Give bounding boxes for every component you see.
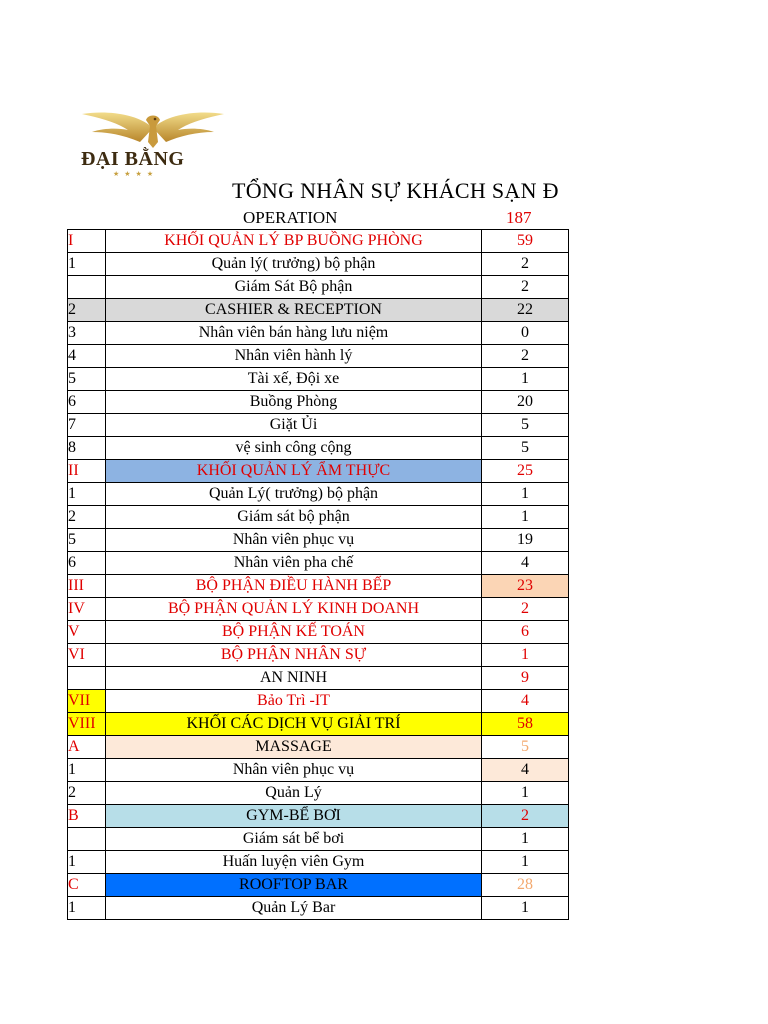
row-count: 28 bbox=[482, 874, 569, 897]
table-row bbox=[68, 552, 569, 575]
row-number: VII bbox=[68, 690, 106, 713]
row-number bbox=[68, 667, 106, 690]
row-name: Huấn luyện viên Gym bbox=[106, 851, 482, 874]
table-row bbox=[68, 529, 569, 552]
row-number: VI bbox=[68, 644, 106, 667]
row-name: Quản Lý( trưởng) bộ phận bbox=[106, 483, 482, 506]
row-count: 1 bbox=[482, 368, 569, 391]
table-row bbox=[68, 874, 569, 897]
row-count: 2 bbox=[482, 253, 569, 276]
row-number: 1 bbox=[68, 759, 106, 782]
row-number: 7 bbox=[68, 414, 106, 437]
row-name: Buồng Phòng bbox=[106, 391, 482, 414]
table-row bbox=[68, 897, 569, 920]
row-number: C bbox=[68, 874, 106, 897]
row-name: GYM-BỂ BƠI bbox=[106, 805, 482, 828]
table-row bbox=[68, 253, 569, 276]
row-count: 25 bbox=[482, 460, 569, 483]
row-number: 1 bbox=[68, 253, 106, 276]
table-row bbox=[68, 690, 569, 713]
row-count: 5 bbox=[482, 736, 569, 759]
row-count: 1 bbox=[482, 828, 569, 851]
row-number: 2 bbox=[68, 782, 106, 805]
row-number: 1 bbox=[68, 897, 106, 920]
row-count: 4 bbox=[482, 759, 569, 782]
row-count: 58 bbox=[482, 713, 569, 736]
row-name: MASSAGE bbox=[106, 736, 482, 759]
row-name: vệ sinh công cộng bbox=[106, 437, 482, 460]
row-name: Nhân viên phục vụ bbox=[106, 759, 482, 782]
row-number: 3 bbox=[68, 322, 106, 345]
row-name: Bảo Trì -IT bbox=[106, 690, 482, 713]
row-number: 5 bbox=[68, 368, 106, 391]
logo-stars-icon: ★★★★ bbox=[113, 170, 159, 178]
row-name: BỘ PHẬN NHÂN SỰ bbox=[106, 644, 482, 667]
table-row bbox=[68, 460, 569, 483]
table-row bbox=[68, 414, 569, 437]
row-name: Giặt Ủi bbox=[106, 414, 482, 437]
table-row bbox=[68, 736, 569, 759]
row-number: 1 bbox=[68, 851, 106, 874]
table-row bbox=[68, 828, 569, 851]
row-name: KHỐI QUẢN LÝ ẨM THỰC bbox=[106, 460, 482, 483]
table-row bbox=[68, 621, 569, 644]
table-row bbox=[68, 483, 569, 506]
row-number: B bbox=[68, 805, 106, 828]
table-row bbox=[68, 322, 569, 345]
table-row bbox=[68, 805, 569, 828]
table-row bbox=[68, 230, 569, 253]
table-row bbox=[68, 713, 569, 736]
row-number: 2 bbox=[68, 506, 106, 529]
staff-table bbox=[67, 229, 569, 920]
row-name: CASHIER & RECEPTION bbox=[106, 299, 482, 322]
row-count: 1 bbox=[482, 644, 569, 667]
row-number: I bbox=[68, 230, 106, 253]
row-name: ROOFTOP BAR bbox=[106, 874, 482, 897]
row-number: 2 bbox=[68, 299, 106, 322]
eagle-logo-icon bbox=[78, 106, 228, 150]
row-count: 19 bbox=[482, 529, 569, 552]
row-count: 6 bbox=[482, 621, 569, 644]
row-count: 20 bbox=[482, 391, 569, 414]
row-name: KHỐI QUẢN LÝ BP BUỒNG PHÒNG bbox=[106, 230, 482, 253]
row-name: AN NINH bbox=[106, 667, 482, 690]
table-row bbox=[68, 506, 569, 529]
row-count: 1 bbox=[482, 483, 569, 506]
table-row bbox=[68, 299, 569, 322]
row-name: Giám sát bể bơi bbox=[106, 828, 482, 851]
row-number: VIII bbox=[68, 713, 106, 736]
logo-brand-text: ĐẠI BẰNG bbox=[81, 148, 185, 170]
table-row bbox=[68, 575, 569, 598]
table-row bbox=[68, 759, 569, 782]
row-count: 2 bbox=[482, 345, 569, 368]
row-name: BỘ PHẬN QUẢN LÝ KINH DOANH bbox=[106, 598, 482, 621]
row-number: II bbox=[68, 460, 106, 483]
company-logo bbox=[78, 106, 228, 184]
row-count: 1 bbox=[482, 851, 569, 874]
row-number: IV bbox=[68, 598, 106, 621]
row-number: A bbox=[68, 736, 106, 759]
row-name: BỘ PHẬN KẾ TOÁN bbox=[106, 621, 482, 644]
row-count: 22 bbox=[482, 299, 569, 322]
row-name: Nhân viên bán hàng lưu niệm bbox=[106, 322, 482, 345]
row-count: 23 bbox=[482, 575, 569, 598]
table-row bbox=[68, 276, 569, 299]
row-number bbox=[68, 276, 106, 299]
row-count: 9 bbox=[482, 667, 569, 690]
row-number: III bbox=[68, 575, 106, 598]
row-number: 8 bbox=[68, 437, 106, 460]
row-count: 0 bbox=[482, 322, 569, 345]
row-number: 5 bbox=[68, 529, 106, 552]
row-name: Quản Lý bbox=[106, 782, 482, 805]
table-row bbox=[68, 644, 569, 667]
row-name: Giám sát bộ phận bbox=[106, 506, 482, 529]
table-row bbox=[68, 782, 569, 805]
row-count: 59 bbox=[482, 230, 569, 253]
operation-label: OPERATION bbox=[243, 208, 338, 227]
row-count: 4 bbox=[482, 690, 569, 713]
row-name: Nhân viên phục vụ bbox=[106, 529, 482, 552]
row-number: V bbox=[68, 621, 106, 644]
row-number: 4 bbox=[68, 345, 106, 368]
row-name: KHỐI CÁC DỊCH VỤ GIẢI TRÍ bbox=[106, 713, 482, 736]
row-count: 2 bbox=[482, 805, 569, 828]
table-row bbox=[68, 345, 569, 368]
row-count: 4 bbox=[482, 552, 569, 575]
row-count: 2 bbox=[482, 598, 569, 621]
row-count: 1 bbox=[482, 782, 569, 805]
row-name: Quản Lý Bar bbox=[106, 897, 482, 920]
row-name: Giám Sát Bộ phận bbox=[106, 276, 482, 299]
row-number: 1 bbox=[68, 483, 106, 506]
row-name: Quản lý( trưởng) bộ phận bbox=[106, 253, 482, 276]
table-row bbox=[68, 368, 569, 391]
row-number: 6 bbox=[68, 391, 106, 414]
row-number bbox=[68, 828, 106, 851]
table-row bbox=[68, 851, 569, 874]
operation-total: 187 bbox=[506, 208, 532, 227]
page-title: TỔNG NHÂN SỰ KHÁCH SẠN Đ bbox=[232, 178, 559, 203]
table-row bbox=[68, 391, 569, 414]
row-count: 5 bbox=[482, 437, 569, 460]
row-count: 1 bbox=[482, 506, 569, 529]
table-row bbox=[68, 598, 569, 621]
row-name: BỘ PHẬN ĐIỀU HÀNH BẾP bbox=[106, 575, 482, 598]
row-count: 5 bbox=[482, 414, 569, 437]
row-number: 6 bbox=[68, 552, 106, 575]
row-name: Nhân viên hành lý bbox=[106, 345, 482, 368]
row-count: 1 bbox=[482, 897, 569, 920]
table-row bbox=[68, 437, 569, 460]
row-name: Nhân viên pha chế bbox=[106, 552, 482, 575]
row-name: Tài xế, Đội xe bbox=[106, 368, 482, 391]
table-row bbox=[68, 667, 569, 690]
row-count: 2 bbox=[482, 276, 569, 299]
